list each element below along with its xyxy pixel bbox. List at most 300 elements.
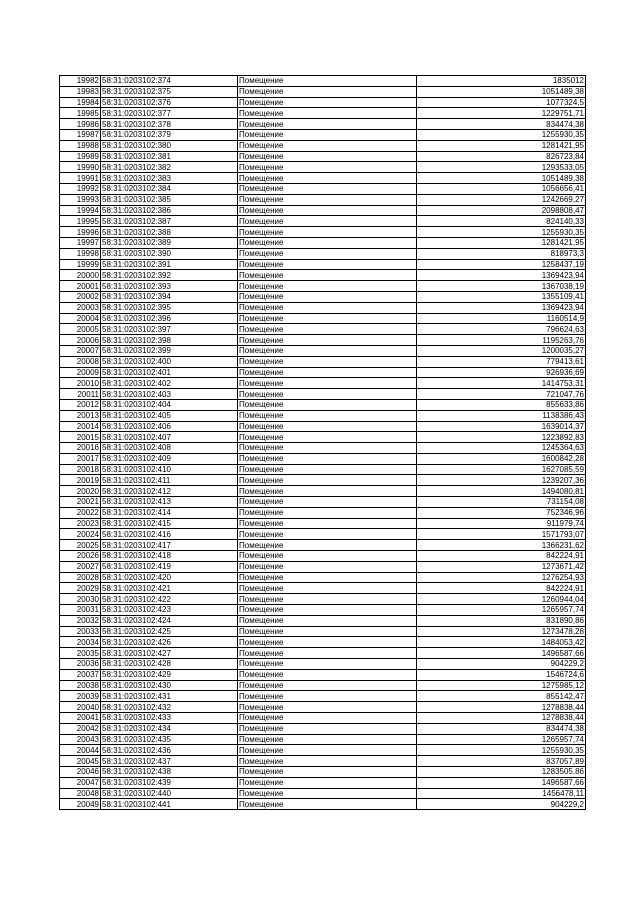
row-number-cell: 20013 <box>60 410 101 421</box>
table-row <box>60 518 586 529</box>
object-type-cell: Помещение <box>238 464 417 475</box>
object-type-cell: Помещение <box>238 291 417 302</box>
value-cell: 1369423,94 <box>417 270 586 281</box>
row-number-cell: 20024 <box>60 529 101 540</box>
object-type-cell: Помещение <box>238 183 417 194</box>
row-number-cell: 20046 <box>60 767 101 778</box>
value-cell: 1265957,74 <box>417 734 586 745</box>
row-number-cell: 19982 <box>60 76 101 87</box>
value-cell: 1278838,44 <box>417 713 586 724</box>
table-row <box>60 572 586 583</box>
row-number-cell: 20048 <box>60 788 101 799</box>
table-row <box>60 594 586 605</box>
table-row <box>60 605 586 616</box>
object-type-cell: Помещение <box>238 259 417 270</box>
row-number-cell: 20006 <box>60 335 101 346</box>
row-number-cell: 20021 <box>60 497 101 508</box>
cadastral-table <box>59 75 586 810</box>
cadastral-number-cell: 58:31:0203102:423 <box>101 605 238 616</box>
table-row <box>60 76 586 87</box>
value-cell: 1245364,63 <box>417 443 586 454</box>
table-row <box>60 464 586 475</box>
cadastral-number-cell: 58:31:0203102:421 <box>101 583 238 594</box>
object-type-cell: Помещение <box>238 151 417 162</box>
table-row <box>60 216 586 227</box>
cadastral-number-cell: 58:31:0203102:433 <box>101 713 238 724</box>
object-type-cell: Помещение <box>238 572 417 583</box>
row-number-cell: 20028 <box>60 572 101 583</box>
row-number-cell: 20000 <box>60 270 101 281</box>
cadastral-number-cell: 58:31:0203102:394 <box>101 291 238 302</box>
cadastral-number-cell: 58:31:0203102:416 <box>101 529 238 540</box>
row-number-cell: 19985 <box>60 108 101 119</box>
table-row <box>60 551 586 562</box>
value-cell: 1278838,44 <box>417 702 586 713</box>
value-cell: 1835012 <box>417 76 586 87</box>
value-cell: 752346,96 <box>417 507 586 518</box>
cadastral-number-cell: 58:31:0203102:404 <box>101 399 238 410</box>
row-number-cell: 20035 <box>60 648 101 659</box>
row-number-cell: 20033 <box>60 626 101 637</box>
table-row <box>60 335 586 346</box>
cadastral-number-cell: 58:31:0203102:415 <box>101 518 238 529</box>
cadastral-number-cell: 58:31:0203102:419 <box>101 561 238 572</box>
row-number-cell: 20047 <box>60 777 101 788</box>
row-number-cell: 20029 <box>60 583 101 594</box>
object-type-cell: Помещение <box>238 270 417 281</box>
row-number-cell: 20041 <box>60 713 101 724</box>
cadastral-number-cell: 58:31:0203102:408 <box>101 443 238 454</box>
value-cell: 1255930,35 <box>417 745 586 756</box>
table-row <box>60 648 586 659</box>
value-cell: 1260944,04 <box>417 594 586 605</box>
value-cell: 1456478,11 <box>417 788 586 799</box>
table-row <box>60 399 586 410</box>
object-type-cell: Помещение <box>238 410 417 421</box>
object-type-cell: Помещение <box>238 497 417 508</box>
row-number-cell: 20015 <box>60 432 101 443</box>
table-row <box>60 669 586 680</box>
object-type-cell: Помещение <box>238 119 417 130</box>
object-type-cell: Помещение <box>238 227 417 238</box>
row-number-cell: 19986 <box>60 119 101 130</box>
cadastral-number-cell: 58:31:0203102:410 <box>101 464 238 475</box>
row-number-cell: 20019 <box>60 475 101 486</box>
object-type-cell: Помещение <box>238 713 417 724</box>
row-number-cell: 20039 <box>60 691 101 702</box>
value-cell: 855142,47 <box>417 691 586 702</box>
row-number-cell: 20042 <box>60 723 101 734</box>
object-type-cell: Помещение <box>238 507 417 518</box>
table-row <box>60 561 586 572</box>
object-type-cell: Помещение <box>238 518 417 529</box>
object-type-cell: Помещение <box>238 605 417 616</box>
row-number-cell: 20030 <box>60 594 101 605</box>
cadastral-number-cell: 58:31:0203102:438 <box>101 767 238 778</box>
object-type-cell: Помещение <box>238 237 417 248</box>
row-number-cell: 19998 <box>60 248 101 259</box>
cadastral-number-cell: 58:31:0203102:440 <box>101 788 238 799</box>
object-type-cell: Помещение <box>238 799 417 810</box>
cadastral-number-cell: 58:31:0203102:398 <box>101 335 238 346</box>
cadastral-number-cell: 58:31:0203102:391 <box>101 259 238 270</box>
value-cell: 1281421,95 <box>417 237 586 248</box>
object-type-cell: Помещение <box>238 540 417 551</box>
cadastral-number-cell: 58:31:0203102:412 <box>101 486 238 497</box>
cadastral-number-cell: 58:31:0203102:396 <box>101 313 238 324</box>
row-number-cell: 20031 <box>60 605 101 616</box>
table-row <box>60 281 586 292</box>
object-type-cell: Помещение <box>238 734 417 745</box>
table-row <box>60 248 586 259</box>
table-row <box>60 108 586 119</box>
table-row <box>60 713 586 724</box>
cadastral-number-cell: 58:31:0203102:402 <box>101 378 238 389</box>
value-cell: 1195263,76 <box>417 335 586 346</box>
object-type-cell: Помещение <box>238 551 417 562</box>
row-number-cell: 20032 <box>60 615 101 626</box>
object-type-cell: Помещение <box>238 421 417 432</box>
row-number-cell: 19995 <box>60 216 101 227</box>
cadastral-number-cell: 58:31:0203102:414 <box>101 507 238 518</box>
value-cell: 1546724,6 <box>417 669 586 680</box>
object-type-cell: Помещение <box>238 443 417 454</box>
row-number-cell: 20018 <box>60 464 101 475</box>
object-type-cell: Помещение <box>238 486 417 497</box>
row-number-cell: 20026 <box>60 551 101 562</box>
row-number-cell: 19999 <box>60 259 101 270</box>
object-type-cell: Помещение <box>238 561 417 572</box>
value-cell: 1051489,38 <box>417 173 586 184</box>
value-cell: 1229751,71 <box>417 108 586 119</box>
row-number-cell: 20037 <box>60 669 101 680</box>
table-row <box>60 421 586 432</box>
table-row <box>60 313 586 324</box>
object-type-cell: Помещение <box>238 615 417 626</box>
cadastral-number-cell: 58:31:0203102:382 <box>101 162 238 173</box>
cadastral-number-cell: 58:31:0203102:434 <box>101 723 238 734</box>
row-number-cell: 19988 <box>60 140 101 151</box>
cadastral-number-cell: 58:31:0203102:407 <box>101 432 238 443</box>
row-number-cell: 20011 <box>60 389 101 400</box>
value-cell: 1200035,27 <box>417 345 586 356</box>
table-row <box>60 680 586 691</box>
table-row <box>60 691 586 702</box>
row-number-cell: 19991 <box>60 173 101 184</box>
object-type-cell: Помещение <box>238 680 417 691</box>
row-number-cell: 20003 <box>60 302 101 313</box>
value-cell: 1273478,28 <box>417 626 586 637</box>
cadastral-number-cell: 58:31:0203102:390 <box>101 248 238 259</box>
table-row <box>60 86 586 97</box>
value-cell: 1276254,93 <box>417 572 586 583</box>
row-number-cell: 20038 <box>60 680 101 691</box>
table-row <box>60 432 586 443</box>
value-cell: 1138386,43 <box>417 410 586 421</box>
cadastral-number-cell: 58:31:0203102:422 <box>101 594 238 605</box>
object-type-cell: Помещение <box>238 248 417 259</box>
table-row <box>60 702 586 713</box>
row-number-cell: 20036 <box>60 659 101 670</box>
value-cell: 1281421,95 <box>417 140 586 151</box>
cadastral-number-cell: 58:31:0203102:428 <box>101 659 238 670</box>
table-row <box>60 356 586 367</box>
table-row <box>60 237 586 248</box>
cadastral-number-cell: 58:31:0203102:431 <box>101 691 238 702</box>
table-row <box>60 443 586 454</box>
object-type-cell: Помещение <box>238 108 417 119</box>
object-type-cell: Помещение <box>238 702 417 713</box>
value-cell: 842224,91 <box>417 583 586 594</box>
object-type-cell: Помещение <box>238 583 417 594</box>
object-type-cell: Помещение <box>238 691 417 702</box>
cadastral-number-cell: 58:31:0203102:379 <box>101 129 238 140</box>
row-number-cell: 20004 <box>60 313 101 324</box>
table-row <box>60 777 586 788</box>
value-cell: 826723,84 <box>417 151 586 162</box>
table-row <box>60 723 586 734</box>
object-type-cell: Помещение <box>238 399 417 410</box>
cadastral-number-cell: 58:31:0203102:385 <box>101 194 238 205</box>
object-type-cell: Помещение <box>238 788 417 799</box>
row-number-cell: 20017 <box>60 453 101 464</box>
object-type-cell: Помещение <box>238 777 417 788</box>
value-cell: 911979,74 <box>417 518 586 529</box>
cadastral-number-cell: 58:31:0203102:397 <box>101 324 238 335</box>
object-type-cell: Помещение <box>238 594 417 605</box>
row-number-cell: 19990 <box>60 162 101 173</box>
object-type-cell: Помещение <box>238 432 417 443</box>
value-cell: 1258437,19 <box>417 259 586 270</box>
table-row <box>60 140 586 151</box>
table-row <box>60 97 586 108</box>
object-type-cell: Помещение <box>238 767 417 778</box>
value-cell: 1484053,42 <box>417 637 586 648</box>
row-number-cell: 19989 <box>60 151 101 162</box>
cadastral-number-cell: 58:31:0203102:427 <box>101 648 238 659</box>
row-number-cell: 20016 <box>60 443 101 454</box>
value-cell: 721047,76 <box>417 389 586 400</box>
value-cell: 1496587,66 <box>417 648 586 659</box>
cadastral-number-cell: 58:31:0203102:386 <box>101 205 238 216</box>
table-row <box>60 302 586 313</box>
table-row <box>60 734 586 745</box>
table-row <box>60 497 586 508</box>
object-type-cell: Помещение <box>238 723 417 734</box>
value-cell: 842224,91 <box>417 551 586 562</box>
row-number-cell: 20005 <box>60 324 101 335</box>
object-type-cell: Помещение <box>238 129 417 140</box>
object-type-cell: Помещение <box>238 140 417 151</box>
object-type-cell: Помещение <box>238 367 417 378</box>
value-cell: 1255930,35 <box>417 227 586 238</box>
value-cell: 834474,38 <box>417 119 586 130</box>
object-type-cell: Помещение <box>238 313 417 324</box>
object-type-cell: Помещение <box>238 637 417 648</box>
row-number-cell: 20010 <box>60 378 101 389</box>
object-type-cell: Помещение <box>238 529 417 540</box>
row-number-cell: 20009 <box>60 367 101 378</box>
object-type-cell: Помещение <box>238 626 417 637</box>
table-row <box>60 583 586 594</box>
cadastral-number-cell: 58:31:0203102:401 <box>101 367 238 378</box>
row-number-cell: 19987 <box>60 129 101 140</box>
cadastral-number-cell: 58:31:0203102:388 <box>101 227 238 238</box>
table-row <box>60 259 586 270</box>
row-number-cell: 20044 <box>60 745 101 756</box>
table-row <box>60 756 586 767</box>
table-row <box>60 129 586 140</box>
cadastral-number-cell: 58:31:0203102:392 <box>101 270 238 281</box>
cadastral-number-cell: 58:31:0203102:377 <box>101 108 238 119</box>
value-cell: 1293533,05 <box>417 162 586 173</box>
value-cell: 1414753,31 <box>417 378 586 389</box>
row-number-cell: 20045 <box>60 756 101 767</box>
row-number-cell: 20034 <box>60 637 101 648</box>
row-number-cell: 20014 <box>60 421 101 432</box>
row-number-cell: 20007 <box>60 345 101 356</box>
value-cell: 1242669,27 <box>417 194 586 205</box>
row-number-cell: 19992 <box>60 183 101 194</box>
value-cell: 837057,89 <box>417 756 586 767</box>
object-type-cell: Помещение <box>238 389 417 400</box>
row-number-cell: 19996 <box>60 227 101 238</box>
value-cell: 926936,69 <box>417 367 586 378</box>
table-row <box>60 162 586 173</box>
value-cell: 1571793,07 <box>417 529 586 540</box>
row-number-cell: 20002 <box>60 291 101 302</box>
table-row <box>60 151 586 162</box>
cadastral-number-cell: 58:31:0203102:417 <box>101 540 238 551</box>
value-cell: 1265957,74 <box>417 605 586 616</box>
table-row <box>60 324 586 335</box>
value-cell: 1283505,86 <box>417 767 586 778</box>
row-number-cell: 20020 <box>60 486 101 497</box>
object-type-cell: Помещение <box>238 453 417 464</box>
row-number-cell: 20043 <box>60 734 101 745</box>
row-number-cell: 19997 <box>60 237 101 248</box>
value-cell: 1494080,81 <box>417 486 586 497</box>
value-cell: 1367038,19 <box>417 281 586 292</box>
value-cell: 1496587,66 <box>417 777 586 788</box>
value-cell: 818973,3 <box>417 248 586 259</box>
cadastral-number-cell: 58:31:0203102:436 <box>101 745 238 756</box>
cadastral-number-cell: 58:31:0203102:395 <box>101 302 238 313</box>
cadastral-number-cell: 58:31:0203102:393 <box>101 281 238 292</box>
table-row <box>60 173 586 184</box>
value-cell: 1077324,5 <box>417 97 586 108</box>
cadastral-number-cell: 58:31:0203102:426 <box>101 637 238 648</box>
object-type-cell: Помещение <box>238 86 417 97</box>
object-type-cell: Помещение <box>238 97 417 108</box>
row-number-cell: 20023 <box>60 518 101 529</box>
table-row <box>60 194 586 205</box>
table-row <box>60 227 586 238</box>
cadastral-number-cell: 58:31:0203102:411 <box>101 475 238 486</box>
row-number-cell: 19994 <box>60 205 101 216</box>
value-cell: 904229,2 <box>417 799 586 810</box>
cadastral-number-cell: 58:31:0203102:389 <box>101 237 238 248</box>
value-cell: 731154,08 <box>417 497 586 508</box>
object-type-cell: Помещение <box>238 669 417 680</box>
value-cell: 1275985,12 <box>417 680 586 691</box>
row-number-cell: 20008 <box>60 356 101 367</box>
row-number-cell: 20022 <box>60 507 101 518</box>
cadastral-number-cell: 58:31:0203102:441 <box>101 799 238 810</box>
value-cell: 1160514,9 <box>417 313 586 324</box>
table-row <box>60 659 586 670</box>
table-row <box>60 486 586 497</box>
cadastral-number-cell: 58:31:0203102:435 <box>101 734 238 745</box>
object-type-cell: Помещение <box>238 173 417 184</box>
cadastral-number-cell: 58:31:0203102:424 <box>101 615 238 626</box>
object-type-cell: Помещение <box>238 302 417 313</box>
value-cell: 1051489,38 <box>417 86 586 97</box>
table-row <box>60 799 586 810</box>
table-row <box>60 788 586 799</box>
row-number-cell: 20040 <box>60 702 101 713</box>
table-row <box>60 378 586 389</box>
object-type-cell: Помещение <box>238 335 417 346</box>
object-type-cell: Помещение <box>238 378 417 389</box>
table-row <box>60 453 586 464</box>
value-cell: 1056656,41 <box>417 183 586 194</box>
table-row <box>60 389 586 400</box>
table-row <box>60 767 586 778</box>
table-row <box>60 183 586 194</box>
cadastral-number-cell: 58:31:0203102:384 <box>101 183 238 194</box>
cadastral-number-cell: 58:31:0203102:378 <box>101 119 238 130</box>
value-cell: 1627085,59 <box>417 464 586 475</box>
cadastral-number-cell: 58:31:0203102:376 <box>101 97 238 108</box>
value-cell: 1355109,41 <box>417 291 586 302</box>
object-type-cell: Помещение <box>238 205 417 216</box>
table-row <box>60 540 586 551</box>
object-type-cell: Помещение <box>238 659 417 670</box>
cadastral-number-cell: 58:31:0203102:432 <box>101 702 238 713</box>
table-row <box>60 410 586 421</box>
value-cell: 796624,63 <box>417 324 586 335</box>
cadastral-number-cell: 58:31:0203102:381 <box>101 151 238 162</box>
cadastral-number-cell: 58:31:0203102:405 <box>101 410 238 421</box>
row-number-cell: 19993 <box>60 194 101 205</box>
cadastral-number-cell: 58:31:0203102:383 <box>101 173 238 184</box>
value-cell: 855633,86 <box>417 399 586 410</box>
cadastral-number-cell: 58:31:0203102:374 <box>101 76 238 87</box>
table-row <box>60 367 586 378</box>
cadastral-number-cell: 58:31:0203102:425 <box>101 626 238 637</box>
cadastral-number-cell: 58:31:0203102:375 <box>101 86 238 97</box>
row-number-cell: 20012 <box>60 399 101 410</box>
object-type-cell: Помещение <box>238 324 417 335</box>
row-number-cell: 20027 <box>60 561 101 572</box>
row-number-cell: 20025 <box>60 540 101 551</box>
object-type-cell: Помещение <box>238 345 417 356</box>
object-type-cell: Помещение <box>238 162 417 173</box>
object-type-cell: Помещение <box>238 76 417 87</box>
value-cell: 1273671,42 <box>417 561 586 572</box>
value-cell: 1639014,37 <box>417 421 586 432</box>
value-cell: 834474,38 <box>417 723 586 734</box>
cadastral-number-cell: 58:31:0203102:406 <box>101 421 238 432</box>
cadastral-number-cell: 58:31:0203102:413 <box>101 497 238 508</box>
object-type-cell: Помещение <box>238 648 417 659</box>
cadastral-number-cell: 58:31:0203102:399 <box>101 345 238 356</box>
value-cell: 904229,2 <box>417 659 586 670</box>
row-number-cell: 20049 <box>60 799 101 810</box>
row-number-cell: 19983 <box>60 86 101 97</box>
cadastral-number-cell: 58:31:0203102:409 <box>101 453 238 464</box>
